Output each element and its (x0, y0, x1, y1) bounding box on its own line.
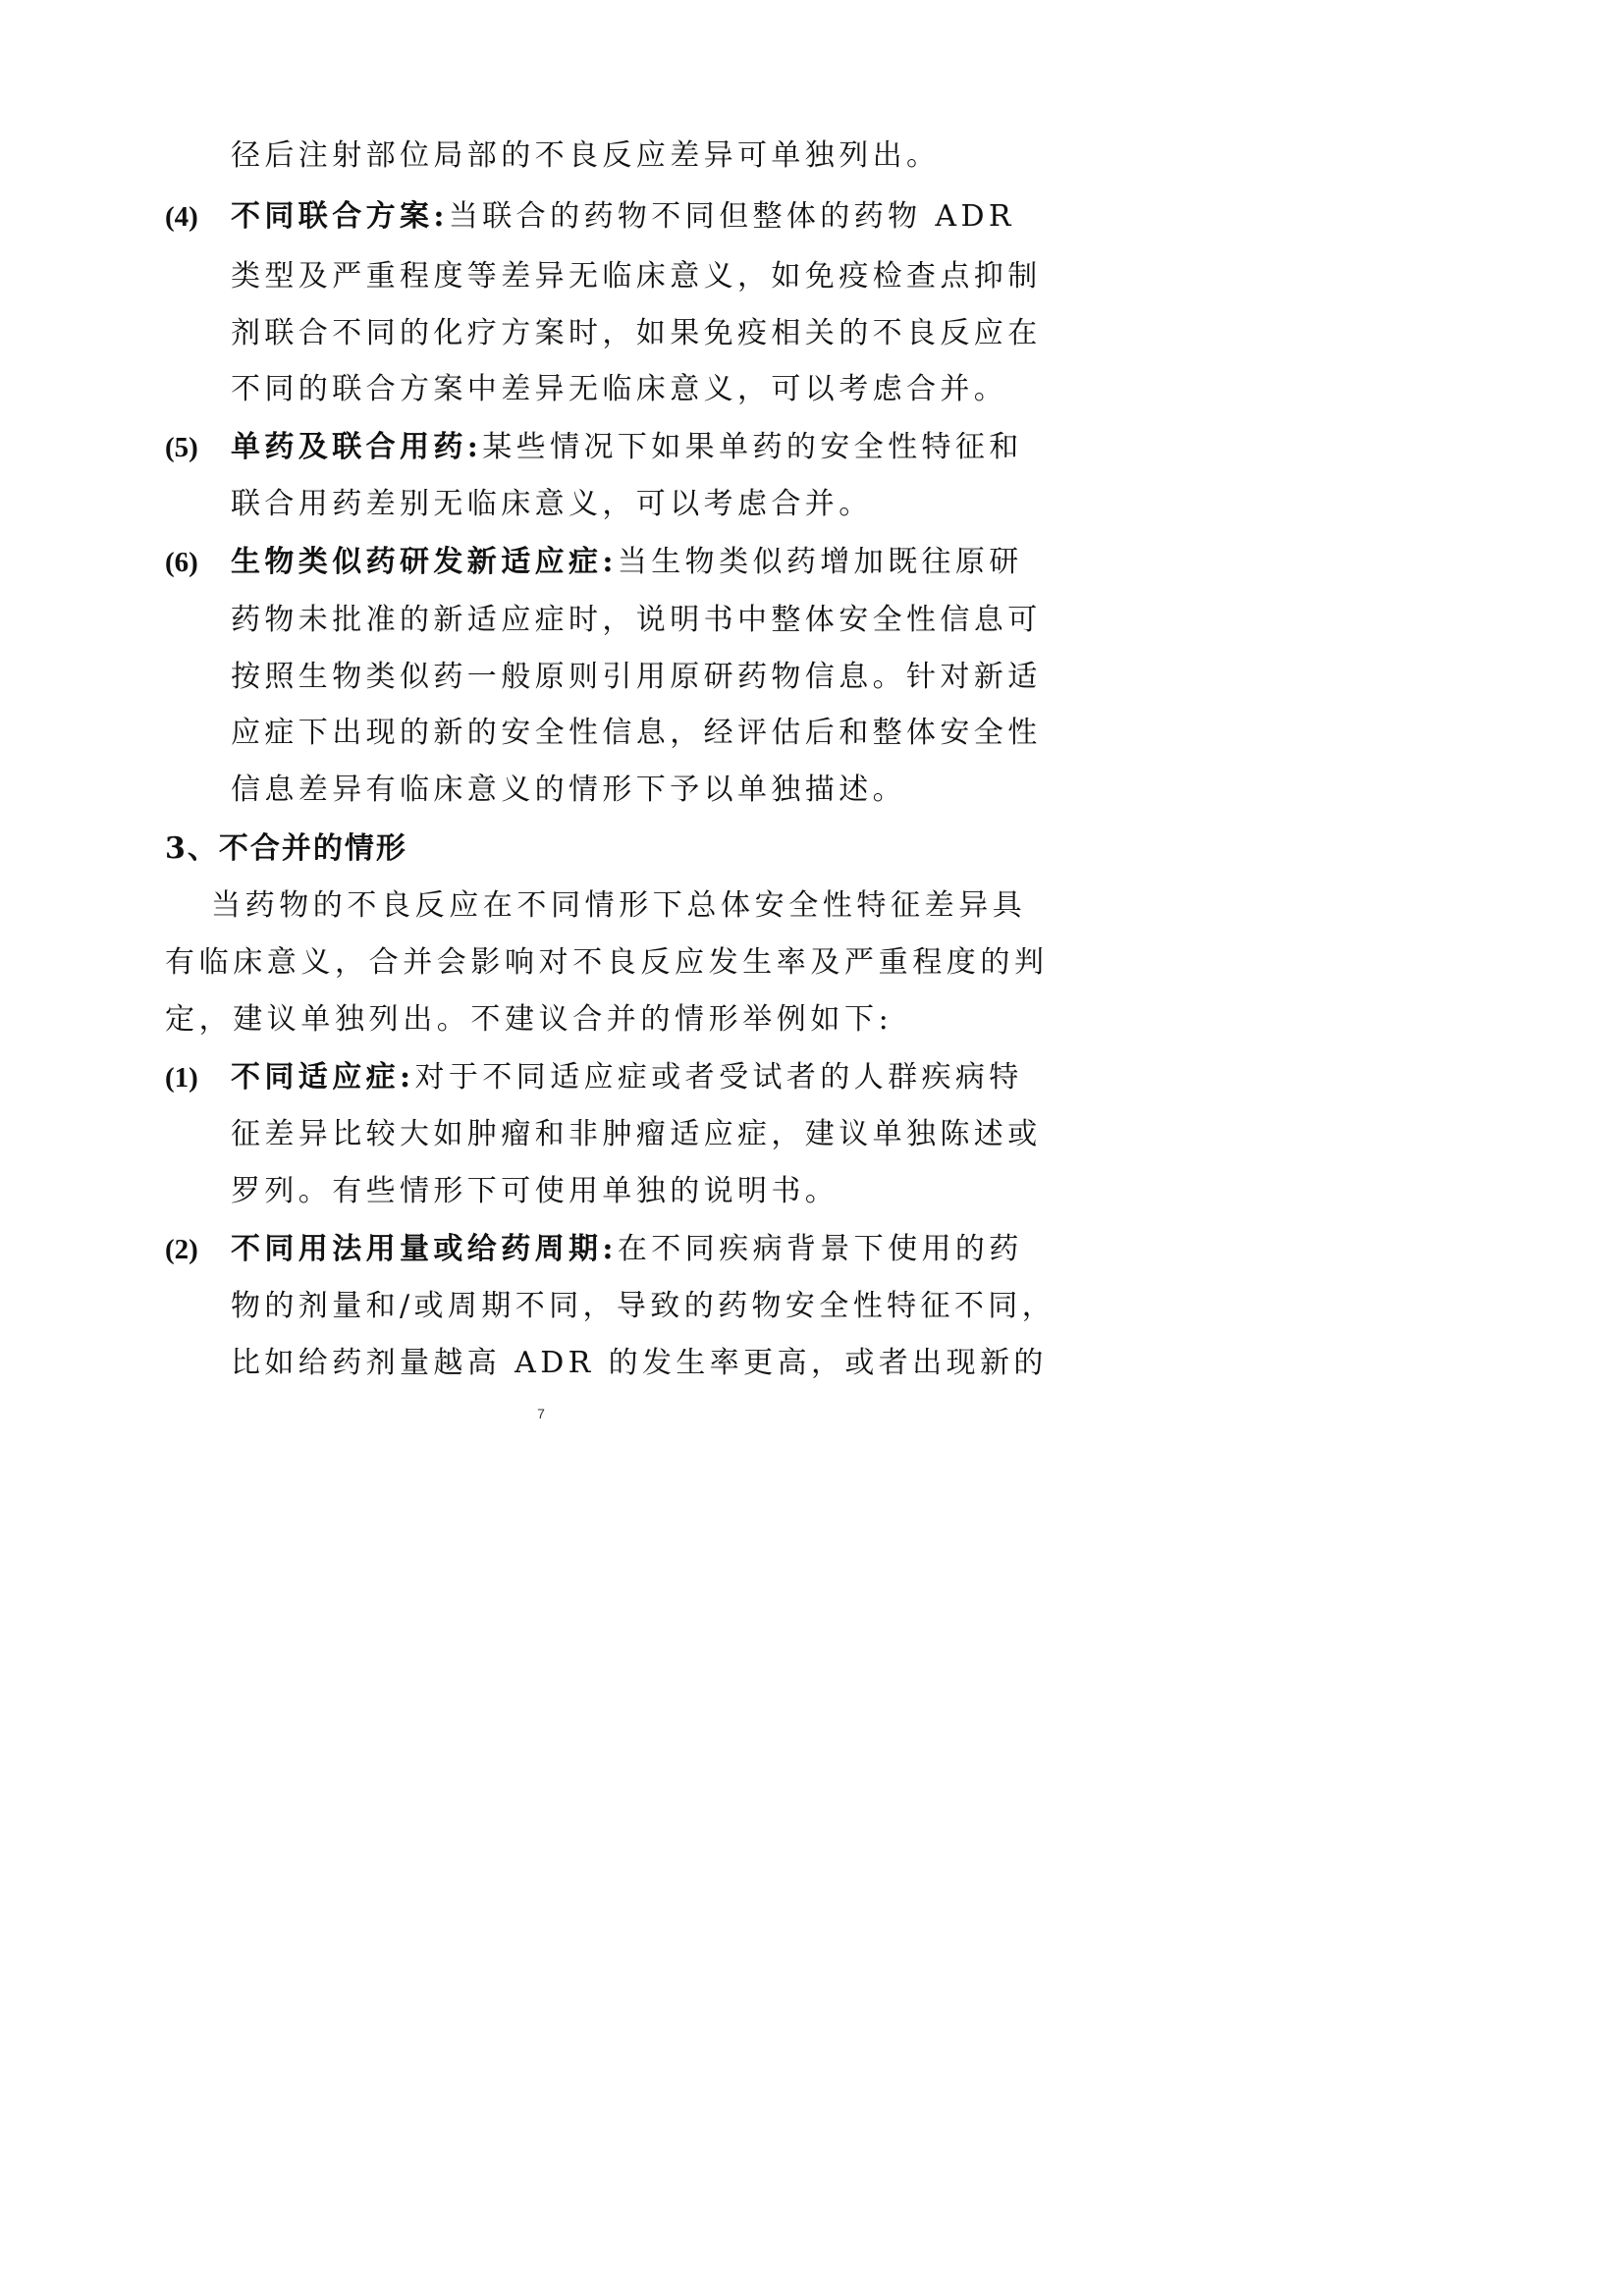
item-number: (6) (165, 547, 198, 578)
item-number: (4) (165, 201, 198, 233)
item-text: 在不同疾病背景下使用的药 (617, 1232, 1023, 1266)
section-heading: 3、不合并的情形 (165, 831, 407, 866)
text-line: 径后注射部位局部的不良反应差异可单独列出。 (231, 138, 941, 173)
text-line: 药物未批准的新适应症时，说明书中整体安全性信息可 (231, 603, 1042, 637)
item-heading: 不同联合方案: (231, 199, 449, 234)
text-line: 类型及严重程度等差异无临床意义，如免疫检查点抑制 (231, 259, 1042, 294)
item-text: 当联合的药物不同但整体的药物 ADR (448, 199, 1015, 234)
item-body (231, 1058, 1023, 1097)
item-heading: 单药及联合用药: (231, 430, 483, 464)
text-line: 应症下出现的新的安全性信息，经评估后和整体安全性 (231, 716, 1042, 750)
text-line: 信息差异有临床意义的情形下予以单独描述。 (231, 773, 906, 807)
text-line: 剂联合不同的化疗方案时，如果免疫相关的不良反应在 (231, 316, 1042, 350)
text-line: 按照生物类似药一般原则引用原研药物信息。针对新适 (231, 660, 1042, 694)
text-line: 征差异比较大如肿瘤和非肿瘤适应症，建议单独陈述或 (231, 1117, 1042, 1151)
text-line: 罗列。有些情形下可使用单独的说明书。 (231, 1174, 839, 1208)
text-line: 有临床意义，合并会影响对不良反应发生率及严重程度的判 (165, 945, 1049, 980)
item-number: (1) (165, 1062, 198, 1094)
item-heading: 不同适应症: (231, 1060, 415, 1095)
item-number: (5) (165, 432, 198, 463)
item-body (231, 1230, 1023, 1269)
item-body (231, 543, 1023, 582)
item-heading: 不同用法用量或给药周期: (231, 1232, 618, 1266)
item-text: 对于不同适应症或者受试者的人群疾病特 (414, 1060, 1023, 1095)
item-heading: 生物类似药研发新适应症: (231, 545, 618, 579)
item-text: 某些情况下如果单药的安全性特征和 (482, 430, 1023, 464)
item-number: (2) (165, 1234, 198, 1265)
item-body (231, 197, 1015, 237)
text-line: 联合用药差别无临床意义，可以考虑合并。 (231, 487, 873, 521)
item-body (231, 428, 1023, 467)
paragraph-first-line: 当药物的不良反应在不同情形下总体安全性特征差异具 (211, 888, 1027, 923)
page-number: 7 (537, 1406, 545, 1421)
text-line: 不同的联合方案中差异无临床意义，可以考虑合并。 (231, 372, 1008, 406)
text-line: 比如给药剂量越高 ADR 的发生率更高，或者出现新的 (231, 1346, 1048, 1380)
text-line: 定，建议单独列出。不建议合并的情形举例如下: (165, 1002, 893, 1037)
text-line: 物的剂量和/或周期不同，导致的药物安全性特征不同， (231, 1289, 1056, 1323)
item-text: 当生物类似药增加既往原研 (617, 545, 1023, 579)
